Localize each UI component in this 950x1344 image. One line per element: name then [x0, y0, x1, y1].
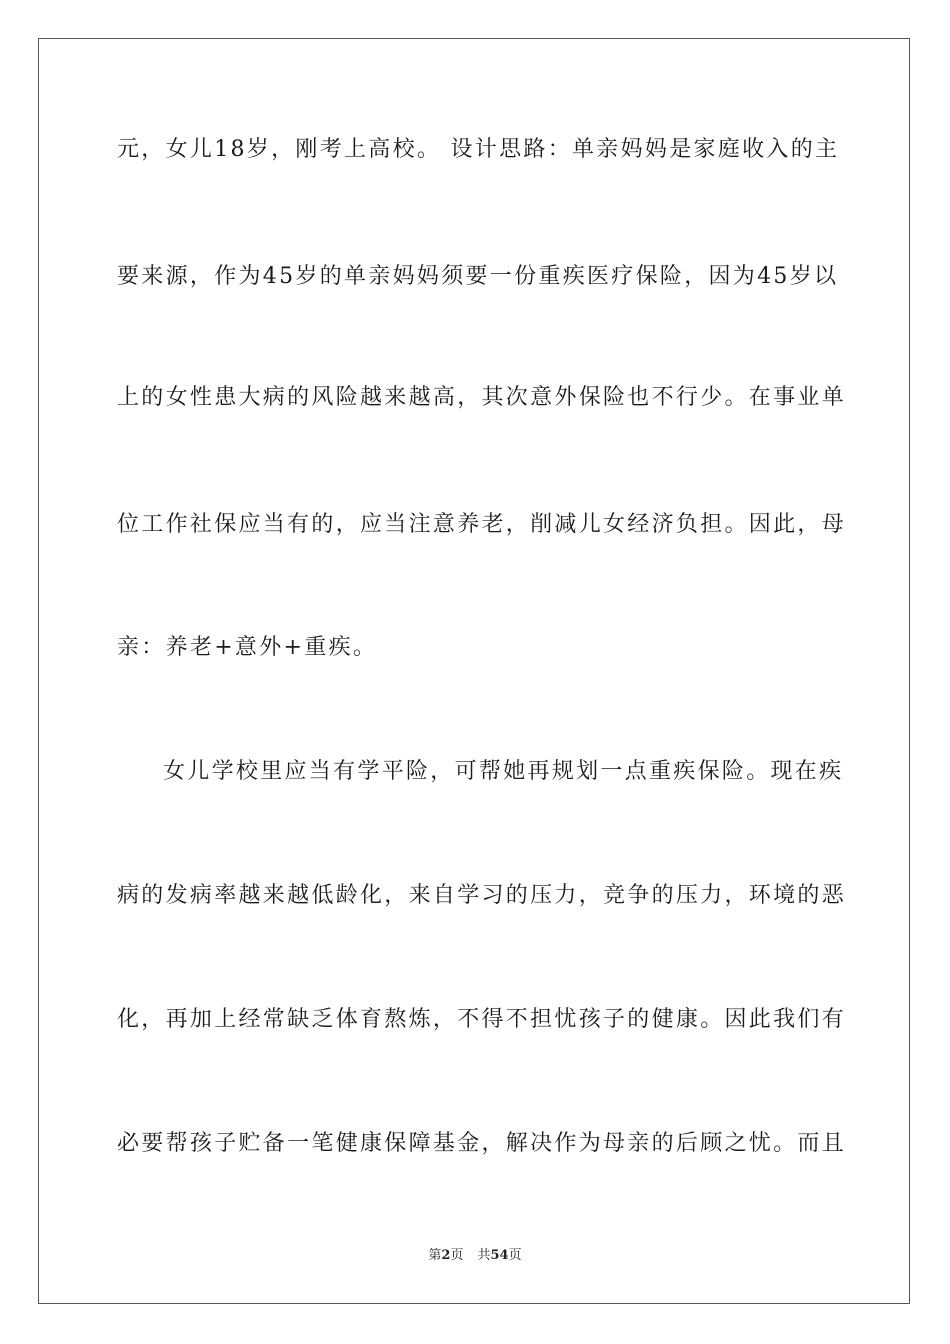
body-text-line-9: 必要帮孩子贮备一笔健康保障基金，解决作为母亲的后顾之忧。而且: [117, 1131, 847, 1156]
body-text-line-3: 上的女性患大病的风险越来越高，其次意外保险也不行少。在事业单: [117, 385, 847, 410]
total-pages-number: 54: [490, 1248, 509, 1263]
body-text-line-1: 元，女儿18岁，刚考上高校。 设计思路：单亲妈妈是家庭收入的主: [117, 137, 840, 162]
body-text-line-5: 亲：养老+意外+重疾。: [117, 635, 378, 660]
page-label-prefix: 第: [428, 1248, 442, 1263]
total-label-prefix: 共: [477, 1248, 491, 1263]
total-label-suffix: 页: [508, 1248, 522, 1263]
body-text-line-4: 位工作社保应当有的，应当注意养老，削减儿女经济负担。因此，母: [117, 512, 847, 537]
body-text-line-8: 化，再加上经常缺乏体育熬炼，不得不担忧孩子的健康。因此我们有: [117, 1007, 847, 1032]
body-text-line-7: 病的发病率越来越低龄化，来自学习的压力，竞争的压力，环境的恶: [117, 883, 847, 908]
page-label-suffix: 页: [450, 1248, 464, 1263]
page-footer: [0, 1247, 950, 1265]
paragraph-2-first-line: 女儿学校里应当有学平险，可帮她再规划一点重疾保险。现在疾: [163, 759, 844, 784]
page-border: [38, 38, 910, 1304]
body-text-line-2: 要来源，作为45岁的单亲妈妈须要一份重疾医疗保险，因为45岁以: [117, 264, 839, 289]
current-page-number: 2: [441, 1248, 451, 1263]
